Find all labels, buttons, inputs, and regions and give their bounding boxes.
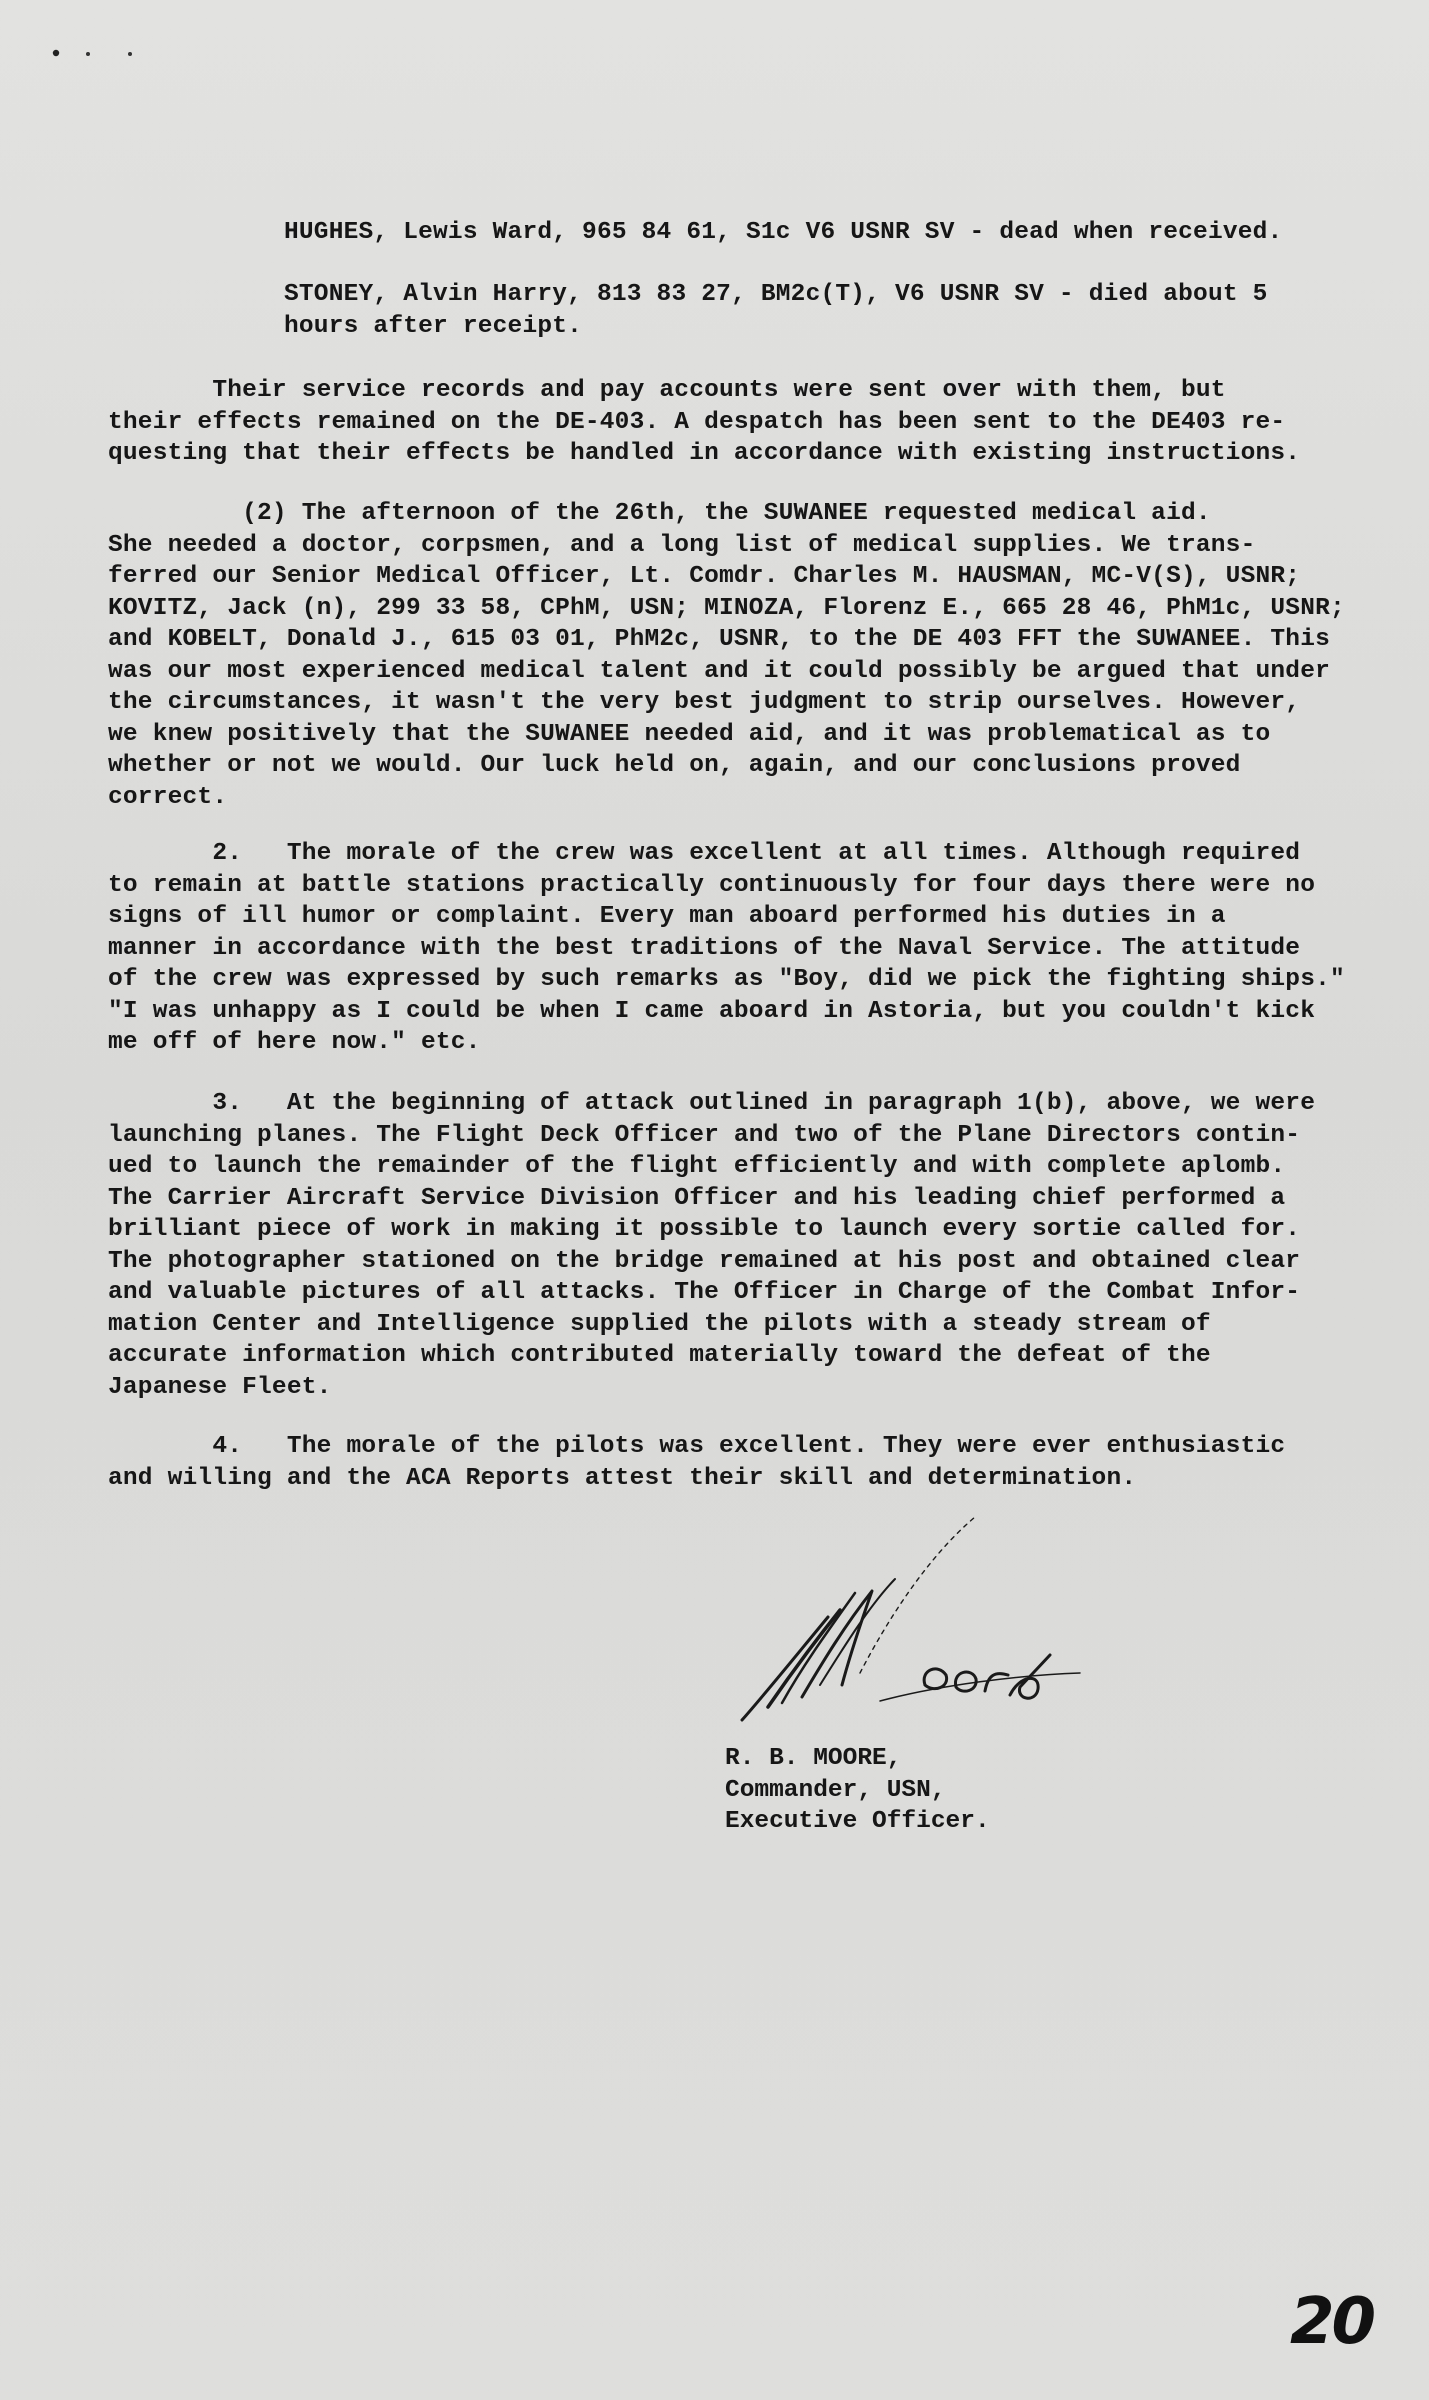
casualty-entry-hughes: HUGHES, Lewis Ward, 965 84 61, S1c V6 USNR SV - dead when received. xyxy=(284,219,1283,246)
edge-specks xyxy=(50,46,160,60)
page-number: 20 xyxy=(1290,2285,1374,2359)
paragraph-pilot-morale: 4. The morale of the pilots was excellent. They were ever enthusiastic and willing and the ACA Reports attest their skill and determination. xyxy=(108,1433,1286,1492)
paragraph-medical-aid: (2) The afternoon of the 26th, the SUWANEE requested medical aid. She needed a doctor, corpsmen, and a long list of medical supplies. We trans- ferred our Senior Medical Officer, Lt. Comdr. Charles M. HAUSMAN, MC-V(S), USNR; KOVITZ, Jack (n), 299 33 58, CPhM, USN; MINOZA, Florenz E., 665 28 46, PhM1c, USNR; and KOBELT, Donald J., 615 03 01, PhM2c, USNR, to the DE 403 FFT the SUWANEE. This was our most experienced medical talent and it could possibly be argued that under the circumstances, it wasn't the very best judgment to strip ourselves. However, we knew positively that the SUWANEE needed aid, and it was problematical as to whether or not we would. Our luck held on, again, and our conclusions proved correct. xyxy=(108,500,1345,811)
handwritten-signature xyxy=(720,1495,1140,1755)
paragraph-crew-morale: 2. The morale of the crew was excellent at all times. Although required to remain at battle stations practically continuously for four days there were no signs of ill humor or complaint. Every man aboard performed his duties in a manner in accordance with the best traditions of the Naval Service. The attitude of the crew was expressed by such remarks as "Boy, did we pick the fighting ships." "I was unhappy as I could be when I came aboard in Astoria, but you couldn't kick me off of here now." etc. xyxy=(108,840,1345,1056)
paragraph-service-records: Their service records and pay accounts were sent over with them, but their effects remained on the DE-403. A despatch has been sent to the DE403 re- questing that their effects be handled in accordance with existing instructions. xyxy=(108,377,1301,467)
signature-block: R. B. MOORE, Commander, USN, Executive Officer. xyxy=(725,1745,990,1835)
casualty-entry-stoney: STONEY, Alvin Harry, 813 83 27, BM2c(T), V6 USNR SV - died about 5 hours after receipt. xyxy=(284,281,1268,340)
paragraph-launching-planes: 3. At the beginning of attack outlined in paragraph 1(b), above, we were launching planes. The Flight Deck Officer and two of the Plane Directors contin- ued to launch the remainder of the flight efficiently and with complete aplomb. The Carrier Aircraft Service Division Officer and his leading chief performed a brilliant piece of work in making it possible to launch every sortie called for. The photographer stationed on the bridge remained at his post and obtained clear and valuable pictures of all attacks. The Officer in Charge of the Combat Infor- mation Center and Intelligence supplied the pilots with a steady stream of accurate information which contributed materially toward the defeat of the Japanese Fleet. xyxy=(108,1090,1316,1401)
